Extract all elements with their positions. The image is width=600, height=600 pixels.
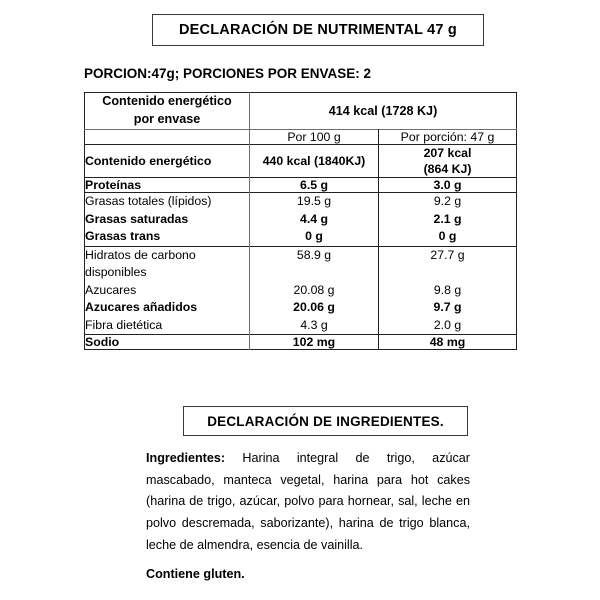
- row-label-azucares-anadidos: Azucares añadidos: [85, 300, 198, 315]
- row-label-hidratos-de-carbono-cont: disponibles: [85, 265, 147, 280]
- energy-per-package-label-line2: por envase: [133, 111, 201, 126]
- row-value-hidratos-de-carbono-per-100g: 58.9 g: [296, 247, 332, 262]
- fats-group-values-per-100g: [250, 193, 379, 246]
- carbs-label-stack: [85, 247, 249, 334]
- carbs-group-values-per-portion: [379, 246, 517, 334]
- ingredients-declaration-title: [183, 406, 468, 436]
- row-value-proteinas-per-100g: 6.5 g: [250, 178, 379, 193]
- carbs-100g-spacer: [250, 264, 378, 281]
- row-value-sodio-per-portion: 48 mg: [379, 335, 517, 350]
- row-value-azucares-anadidos-per-100g: 20.06 g: [293, 300, 335, 315]
- row-value-proteinas-per-portion: 3.0 g: [379, 178, 517, 193]
- row-value-grasas-totales-per-100g: 19.5 g: [296, 194, 332, 209]
- column-header-label-blank: [85, 129, 250, 144]
- table-row-carbs-group: [85, 246, 517, 334]
- table-row-column-headers: [85, 129, 517, 144]
- portion-info-line: PORCION:47g; PORCIONES POR ENVASE: 2: [84, 66, 372, 81]
- table-row-energy-per-package: [85, 93, 517, 130]
- contenido-energetico-portion-stack: [379, 145, 516, 178]
- nutrimental-declaration-title: [152, 14, 484, 46]
- energy-per-package-label: [85, 93, 249, 129]
- row-label-sodio: Sodio: [85, 335, 250, 350]
- column-header-per-100g: Por 100 g: [250, 129, 379, 144]
- carbs-100g-stack: [250, 247, 378, 334]
- ingredients-body-text: Harina integral de trigo, azúcar mascabado, manteca vegetal, harina para hot cakes (harina de trigo, azúcar, polvo para hornear, sal, leche en polvo descremada, saborizante), harina de trigo blanca, leche de almendra, esencia de vainilla.: [146, 451, 470, 552]
- row-value-fibra-dietetica-per-portion: 2.0 g: [433, 317, 462, 332]
- table-row-contenido-energetico: [85, 144, 517, 178]
- row-value-azucares-per-portion: 9.8 g: [433, 282, 462, 297]
- row-label-contenido-energetico: Contenido energético: [85, 144, 250, 178]
- nutrition-facts-table: [84, 92, 517, 350]
- nutrimental-declaration-title-text: DECLARACIÓN DE NUTRIMENTAL 47 g: [179, 22, 457, 38]
- fats-100g-stack: [250, 193, 378, 245]
- row-value-grasas-totales-per-portion: 9.2 g: [433, 194, 462, 209]
- fats-group-labels: [85, 193, 250, 246]
- carbs-group-values-per-100g: [250, 246, 379, 334]
- row-value-contenido-energetico-per-portion: [379, 144, 517, 178]
- row-label-grasas-saturadas: Grasas saturadas: [85, 211, 189, 226]
- table-row-proteinas: [85, 178, 517, 193]
- table-row-sodio: [85, 335, 517, 350]
- row-value-azucares-anadidos-per-portion: 9.7 g: [433, 300, 462, 315]
- row-value-grasas-saturadas-per-portion: 2.1 g: [433, 211, 462, 226]
- carbs-group-labels: [85, 246, 250, 334]
- row-value-azucares-per-100g: 20.08 g: [293, 282, 335, 297]
- fats-portion-stack: [379, 193, 516, 245]
- row-value-grasas-trans-per-100g: 0 g: [305, 229, 323, 244]
- ingredients-paragraph: [146, 448, 470, 556]
- energy-per-package-label-line1: Contenido energético: [102, 94, 232, 108]
- row-label-fibra-dietetica: Fibra dietética: [85, 317, 163, 332]
- fats-group-values-per-portion: [379, 193, 517, 246]
- ingredients-declaration-title-text: DECLARACIÓN DE INGREDIENTES.: [207, 413, 444, 429]
- row-value-sodio-per-100g: 102 mg: [250, 335, 379, 350]
- row-label-proteinas: Proteínas: [85, 178, 250, 193]
- row-value-hidratos-de-carbono-per-portion: 27.7 g: [430, 247, 465, 262]
- row-value-grasas-trans-per-portion: 0 g: [438, 229, 457, 244]
- row-value-fibra-dietetica-per-100g: 4.3 g: [300, 317, 328, 332]
- ingredients-lead-label: Ingredientes:: [146, 451, 226, 465]
- allergen-note: Contiene gluten.: [146, 567, 245, 581]
- carbs-portion-stack: [379, 247, 516, 334]
- table-row-fats-group: [85, 193, 517, 246]
- row-label-grasas-totales: Grasas totales (lípidos): [85, 194, 212, 209]
- carbs-portion-spacer: [379, 264, 516, 281]
- fats-label-stack: [85, 193, 249, 245]
- column-header-per-portion: Por porción: 47 g: [379, 129, 517, 144]
- energy-per-package-value: 414 kcal (1728 KJ): [328, 103, 438, 118]
- contenido-energetico-portion-line1: 207 kcal: [423, 145, 472, 160]
- row-value-contenido-energetico-per-100g: 440 kcal (1840KJ): [250, 144, 379, 178]
- row-value-grasas-saturadas-per-100g: 4.4 g: [299, 211, 329, 226]
- row-label-grasas-trans: Grasas trans: [85, 229, 161, 244]
- contenido-energetico-portion-line2: (864 KJ): [423, 162, 472, 177]
- energy-per-package-label-cell: [85, 93, 250, 130]
- row-label-azucares: Azucares: [85, 282, 137, 297]
- row-label-hidratos-de-carbono: Hidratos de carbono: [85, 247, 196, 262]
